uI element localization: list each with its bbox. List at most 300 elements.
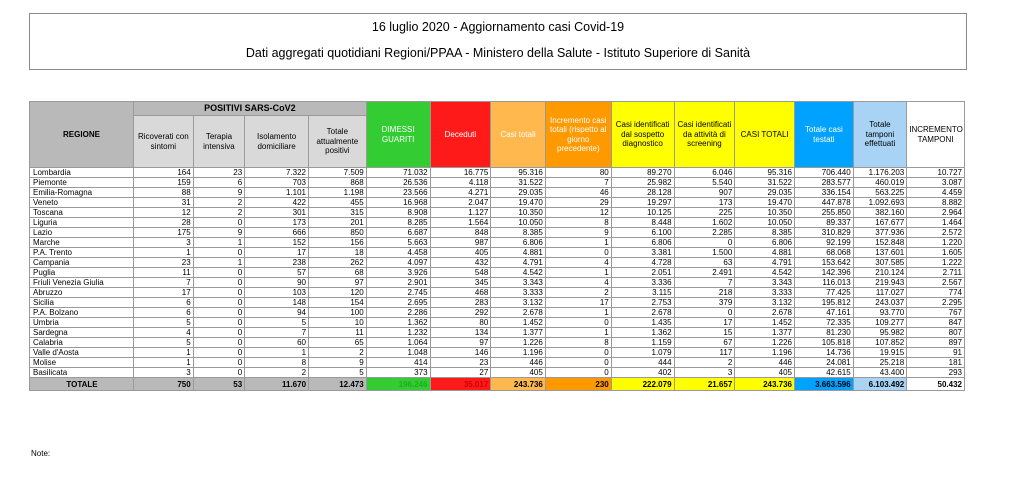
cell-terapia: 0 [193,288,244,298]
cell-deceduti: 2.047 [430,198,491,208]
total-totale-positivi: 12.473 [309,378,367,391]
cell-dimessi: 8.908 [366,208,430,218]
cell-incremento-tamponi: 10.727 [907,168,965,178]
cell-totale-positivi: 68 [309,268,367,278]
cell-sospetto: 2.051 [611,268,674,278]
cell-tamponi: 377.936 [853,228,907,238]
cell-ricoverati: 11 [133,268,193,278]
cell-screening: 379 [674,298,735,308]
col-dimessi: DIMESSI GUARITI [366,102,430,168]
table-body [30,168,965,391]
cell-regione: Basilicata [30,368,134,378]
cell-regione: Emilia-Romagna [30,188,134,198]
cell-incremento-tamponi: 1.222 [907,258,965,268]
cell-deceduti: 146 [430,348,491,358]
note-label: Note: [31,449,51,458]
cell-terapia: 0 [193,218,244,228]
cell-sospetto: 25.982 [611,178,674,188]
cell-totale-positivi: 10 [309,318,367,328]
cell-dimessi: 3.926 [366,268,430,278]
cell-deceduti: 987 [430,238,491,248]
cell-regione: Lazio [30,228,134,238]
cell-ricoverati: 5 [133,338,193,348]
cell-casi-totali-2: 2.678 [735,308,795,318]
cell-ricoverati: 6 [133,308,193,318]
cell-sospetto: 2.678 [611,308,674,318]
cell-regione: Liguria [30,218,134,228]
cell-regione: Sicilia [30,298,134,308]
cell-sospetto: 19.297 [611,198,674,208]
col-tamponi: Totale tamponi effettuati [853,102,907,168]
cell-isolamento: 103 [245,288,309,298]
total-label: TOTALE [30,378,134,391]
cell-casi-totali-2: 3.343 [735,278,795,288]
cell-dimessi: 4.458 [366,248,430,258]
cell-testati: 142.396 [795,268,854,278]
cell-testati: 42.615 [795,368,854,378]
cell-dimessi: 1.048 [366,348,430,358]
cell-casi-totali-2: 3.333 [735,288,795,298]
cell-tamponi: 43.400 [853,368,907,378]
cell-terapia: 9 [193,228,244,238]
cell-casi-totali: 19.470 [491,198,546,208]
cell-isolamento: 703 [245,178,309,188]
cell-incremento-casi: 2 [545,288,611,298]
cell-tamponi: 93.770 [853,308,907,318]
cell-screening: 67 [674,338,735,348]
cell-ricoverati: 4 [133,328,193,338]
cell-isolamento: 238 [245,258,309,268]
cell-casi-totali-2: 6.806 [735,238,795,248]
cell-tamponi: 382.160 [853,208,907,218]
cell-totale-positivi: 18 [309,248,367,258]
total-deceduti: 35.017 [430,378,491,391]
cell-isolamento: 57 [245,268,309,278]
cell-tamponi: 137.601 [853,248,907,258]
cell-deceduti: 283 [430,298,491,308]
cell-deceduti: 80 [430,318,491,328]
cell-casi-totali: 4.881 [491,248,546,258]
cell-testati: 255.850 [795,208,854,218]
cell-screening: 218 [674,288,735,298]
cell-dimessi: 373 [366,368,430,378]
col-terapia: Terapia intensiva [193,116,244,168]
cell-totale-positivi: 154 [309,298,367,308]
cell-dimessi: 71.032 [366,168,430,178]
table-row [30,328,965,338]
cell-incremento-casi: 1 [545,268,611,278]
cell-incremento-casi: 0 [545,358,611,368]
cell-incremento-casi: 12 [545,208,611,218]
cell-incremento-tamponi: 4.459 [907,188,965,198]
cell-screening: 225 [674,208,735,218]
cell-casi-totali: 8.385 [491,228,546,238]
cell-incremento-tamponi: 807 [907,328,965,338]
cell-tamponi: 210.124 [853,268,907,278]
cell-totale-positivi: 455 [309,198,367,208]
cell-isolamento: 7.322 [245,168,309,178]
cell-tamponi: 563.225 [853,188,907,198]
cell-ricoverati: 6 [133,298,193,308]
cell-sospetto: 3.115 [611,288,674,298]
cell-incremento-tamponi: 2.711 [907,268,965,278]
cell-sospetto: 2.753 [611,298,674,308]
total-row [30,378,965,391]
cell-incremento-casi: 4 [545,258,611,268]
cell-casi-totali: 4.791 [491,258,546,268]
cell-totale-positivi: 2 [309,348,367,358]
cell-casi-totali-2: 10.050 [735,218,795,228]
cell-totale-positivi: 100 [309,308,367,318]
cell-regione: Molise [30,358,134,368]
cell-casi-totali: 1.226 [491,338,546,348]
cell-terapia: 0 [193,268,244,278]
cell-sospetto: 6.806 [611,238,674,248]
cell-isolamento: 173 [245,218,309,228]
cell-ricoverati: 23 [133,258,193,268]
cell-casi-totali: 29.035 [491,188,546,198]
cell-ricoverati: 17 [133,288,193,298]
cell-dimessi: 1.064 [366,338,430,348]
cell-tamponi: 1.092.693 [853,198,907,208]
cell-deceduti: 432 [430,258,491,268]
total-screening: 21.657 [674,378,735,391]
cell-screening: 2.285 [674,228,735,238]
cell-deceduti: 4.118 [430,178,491,188]
cell-totale-positivi: 7.509 [309,168,367,178]
cell-terapia: 23 [193,168,244,178]
cell-incremento-casi: 29 [545,198,611,208]
cell-terapia: 0 [193,368,244,378]
table-row [30,358,965,368]
cell-sospetto: 444 [611,358,674,368]
cell-terapia: 6 [193,178,244,188]
cell-isolamento: 5 [245,318,309,328]
cell-incremento-casi: 46 [545,188,611,198]
cell-incremento-tamponi: 91 [907,348,965,358]
cell-incremento-tamponi: 2.295 [907,298,965,308]
table-row [30,178,965,188]
col-ricoverati: Ricoverati con sintomi [133,116,193,168]
cell-casi-totali-2: 19.470 [735,198,795,208]
cell-isolamento: 8 [245,358,309,368]
cell-terapia: 0 [193,278,244,288]
cell-totale-positivi: 315 [309,208,367,218]
cell-testati: 89.337 [795,218,854,228]
cell-incremento-tamponi: 293 [907,368,965,378]
cell-incremento-tamponi: 1.605 [907,248,965,258]
cell-ricoverati: 88 [133,188,193,198]
cell-testati: 81.230 [795,328,854,338]
cell-casi-totali: 1.196 [491,348,546,358]
cell-testati: 24.081 [795,358,854,368]
cell-testati: 77.425 [795,288,854,298]
cell-ricoverati: 3 [133,238,193,248]
cell-regione: Piemonte [30,178,134,188]
cell-tamponi: 219.943 [853,278,907,288]
cell-casi-totali-2: 10.350 [735,208,795,218]
cell-sospetto: 3.381 [611,248,674,258]
cell-terapia: 0 [193,338,244,348]
table-row [30,208,965,218]
cell-isolamento: 60 [245,338,309,348]
cell-casi-totali: 95.316 [491,168,546,178]
cell-deceduti: 27 [430,368,491,378]
cell-deceduti: 345 [430,278,491,288]
cell-casi-totali: 3.333 [491,288,546,298]
cell-tamponi: 167.677 [853,218,907,228]
cell-dimessi: 1.232 [366,328,430,338]
cell-totale-positivi: 120 [309,288,367,298]
cell-incremento-casi: 80 [545,168,611,178]
cell-isolamento: 666 [245,228,309,238]
table-row [30,348,965,358]
table-row [30,268,965,278]
cell-incremento-tamponi: 181 [907,358,965,368]
cell-casi-totali: 405 [491,368,546,378]
cell-totale-positivi: 850 [309,228,367,238]
cell-terapia: 0 [193,328,244,338]
cell-casi-totali-2: 29.035 [735,188,795,198]
cell-totale-positivi: 65 [309,338,367,348]
cell-testati: 447.878 [795,198,854,208]
cell-incremento-tamponi: 1.220 [907,238,965,248]
cell-dimessi: 2.695 [366,298,430,308]
cell-deceduti: 1.127 [430,208,491,218]
col-deceduti: Deceduti [430,102,491,168]
cell-casi-totali: 10.350 [491,208,546,218]
cell-screening: 1.602 [674,218,735,228]
cell-regione: Veneto [30,198,134,208]
cell-terapia: 9 [193,188,244,198]
cell-isolamento: 2 [245,368,309,378]
cell-incremento-tamponi: 774 [907,288,965,298]
cell-incremento-tamponi: 847 [907,318,965,328]
cell-screening: 63 [674,258,735,268]
cell-casi-totali-2: 4.881 [735,248,795,258]
cell-ricoverati: 1 [133,248,193,258]
cell-testati: 47.161 [795,308,854,318]
table-row [30,338,965,348]
table-row [30,188,965,198]
table-row [30,198,965,208]
cell-casi-totali-2: 95.316 [735,168,795,178]
cell-screening: 907 [674,188,735,198]
total-casi-totali-2: 243.736 [735,378,795,391]
cell-ricoverati: 7 [133,278,193,288]
table-row [30,308,965,318]
cell-dimessi: 16.968 [366,198,430,208]
cell-totale-positivi: 97 [309,278,367,288]
cell-screening: 0 [674,308,735,318]
cell-totale-positivi: 1.198 [309,188,367,198]
cell-casi-totali-2: 446 [735,358,795,368]
cell-sospetto: 28.128 [611,188,674,198]
cell-totale-positivi: 201 [309,218,367,228]
cell-dimessi: 23.566 [366,188,430,198]
col-sospetto: Casi identificati dal sospetto diagnostico [611,102,674,168]
cell-ricoverati: 175 [133,228,193,238]
cell-incremento-tamponi: 1.464 [907,218,965,228]
cell-incremento-tamponi: 8.882 [907,198,965,208]
col-testati: Totale casi testati [795,102,854,168]
cell-casi-totali-2: 31.522 [735,178,795,188]
cell-terapia: 1 [193,258,244,268]
cell-incremento-tamponi: 897 [907,338,965,348]
cell-dimessi: 26.536 [366,178,430,188]
cell-totale-positivi: 5 [309,368,367,378]
cell-casi-totali: 2.678 [491,308,546,318]
cell-sospetto: 89.270 [611,168,674,178]
cell-incremento-tamponi: 3.087 [907,178,965,188]
cell-totale-positivi: 868 [309,178,367,188]
cell-dimessi: 2.901 [366,278,430,288]
cell-tamponi: 25.218 [853,358,907,368]
cell-tamponi: 117.027 [853,288,907,298]
cell-testati: 310.829 [795,228,854,238]
cell-casi-totali-2: 1.226 [735,338,795,348]
cell-incremento-casi: 1 [545,328,611,338]
cell-screening: 15 [674,328,735,338]
cell-dimessi: 2.745 [366,288,430,298]
cell-totale-positivi: 262 [309,258,367,268]
cell-dimessi: 8.285 [366,218,430,228]
cell-incremento-casi: 0 [545,248,611,258]
cell-tamponi: 107.852 [853,338,907,348]
cell-sospetto: 1.079 [611,348,674,358]
cell-regione: Friuli Venezia Giulia [30,278,134,288]
cell-sospetto: 1.435 [611,318,674,328]
cell-screening: 1.500 [674,248,735,258]
cell-testati: 336.154 [795,188,854,198]
cell-regione: Campania [30,258,134,268]
cell-screening: 6.046 [674,168,735,178]
cell-terapia: 0 [193,318,244,328]
report-title: 16 luglio 2020 - Aggiornamento casi Covid-19 [371,20,625,34]
total-incremento-casi: 230 [545,378,611,391]
total-casi-totali: 243.736 [491,378,546,391]
cell-casi-totali-2: 1.452 [735,318,795,328]
cell-screening: 7 [674,278,735,288]
cell-dimessi: 414 [366,358,430,368]
cell-terapia: 0 [193,298,244,308]
cell-testati: 92.199 [795,238,854,248]
cell-ricoverati: 1 [133,348,193,358]
cell-testati: 283.577 [795,178,854,188]
table-row [30,368,965,378]
cell-dimessi: 2.286 [366,308,430,318]
table-row [30,218,965,228]
cell-terapia: 0 [193,358,244,368]
cell-isolamento: 301 [245,208,309,218]
cell-sospetto: 8.448 [611,218,674,228]
cell-incremento-casi: 4 [545,278,611,288]
cell-isolamento: 152 [245,238,309,248]
report-header [29,13,967,70]
cell-sospetto: 6.100 [611,228,674,238]
cell-casi-totali-2: 405 [735,368,795,378]
cell-incremento-casi: 1 [545,308,611,318]
cell-casi-totali: 6.806 [491,238,546,248]
cell-sospetto: 402 [611,368,674,378]
cell-casi-totali-2: 1.196 [735,348,795,358]
cell-regione: Umbria [30,318,134,328]
cell-deceduti: 405 [430,248,491,258]
cell-screening: 2 [674,358,735,368]
cell-terapia: 0 [193,248,244,258]
table-row [30,228,965,238]
cell-casi-totali: 3.343 [491,278,546,288]
cell-screening: 17 [674,318,735,328]
cell-incremento-casi: 0 [545,368,611,378]
cell-ricoverati: 12 [133,208,193,218]
cell-regione: Calabria [30,338,134,348]
col-incremento-tamponi: INCREMENTO TAMPONI [907,102,965,168]
cell-testati: 14.736 [795,348,854,358]
cell-deceduti: 16.775 [430,168,491,178]
cell-casi-totali: 31.522 [491,178,546,188]
cell-incremento-casi: 8 [545,218,611,228]
cell-incremento-casi: 8 [545,338,611,348]
cell-testati: 195.812 [795,298,854,308]
cell-tamponi: 152.848 [853,238,907,248]
cell-isolamento: 7 [245,328,309,338]
cell-testati: 72.335 [795,318,854,328]
total-testati: 3.663.596 [795,378,854,391]
cell-casi-totali: 4.542 [491,268,546,278]
cell-testati: 68.068 [795,248,854,258]
cell-incremento-casi: 7 [545,178,611,188]
cell-dimessi: 4.097 [366,258,430,268]
cell-ricoverati: 5 [133,318,193,328]
cell-deceduti: 23 [430,358,491,368]
cell-testati: 153.642 [795,258,854,268]
cell-screening: 173 [674,198,735,208]
cell-casi-totali: 3.132 [491,298,546,308]
cell-regione: P.A. Trento [30,248,134,258]
cell-isolamento: 1 [245,348,309,358]
table-row [30,248,965,258]
report-subtitle: Dati aggregati quotidiani Regioni/PPAA - Ministero della Salute - Istituto Superiore di Sanità [245,46,751,60]
cell-regione: Lombardia [30,168,134,178]
cell-screening: 3 [674,368,735,378]
cell-tamponi: 1.176.203 [853,168,907,178]
cell-incremento-tamponi: 767 [907,308,965,318]
cell-ricoverati: 28 [133,218,193,228]
cell-ricoverati: 164 [133,168,193,178]
cell-dimessi: 1.362 [366,318,430,328]
cell-ricoverati: 1 [133,358,193,368]
total-incremento-tamponi: 50.432 [907,378,965,391]
cell-casi-totali-2: 4.542 [735,268,795,278]
cell-deceduti: 548 [430,268,491,278]
cell-sospetto: 4.728 [611,258,674,268]
cell-casi-totali: 1.377 [491,328,546,338]
cell-sospetto: 10.125 [611,208,674,218]
group-positivi: POSITIVI SARS-CoV2 [133,102,366,116]
cell-incremento-tamponi: 2.572 [907,228,965,238]
cell-deceduti: 97 [430,338,491,348]
cell-isolamento: 1.101 [245,188,309,198]
cell-incremento-casi: 0 [545,348,611,358]
cell-sospetto: 1.362 [611,328,674,338]
cell-deceduti: 1.564 [430,218,491,228]
col-casi-totali: Casi totali [491,102,546,168]
cell-tamponi: 109.277 [853,318,907,328]
cell-terapia: 0 [193,348,244,358]
cell-regione: Toscana [30,208,134,218]
total-tamponi: 6.103.492 [853,378,907,391]
